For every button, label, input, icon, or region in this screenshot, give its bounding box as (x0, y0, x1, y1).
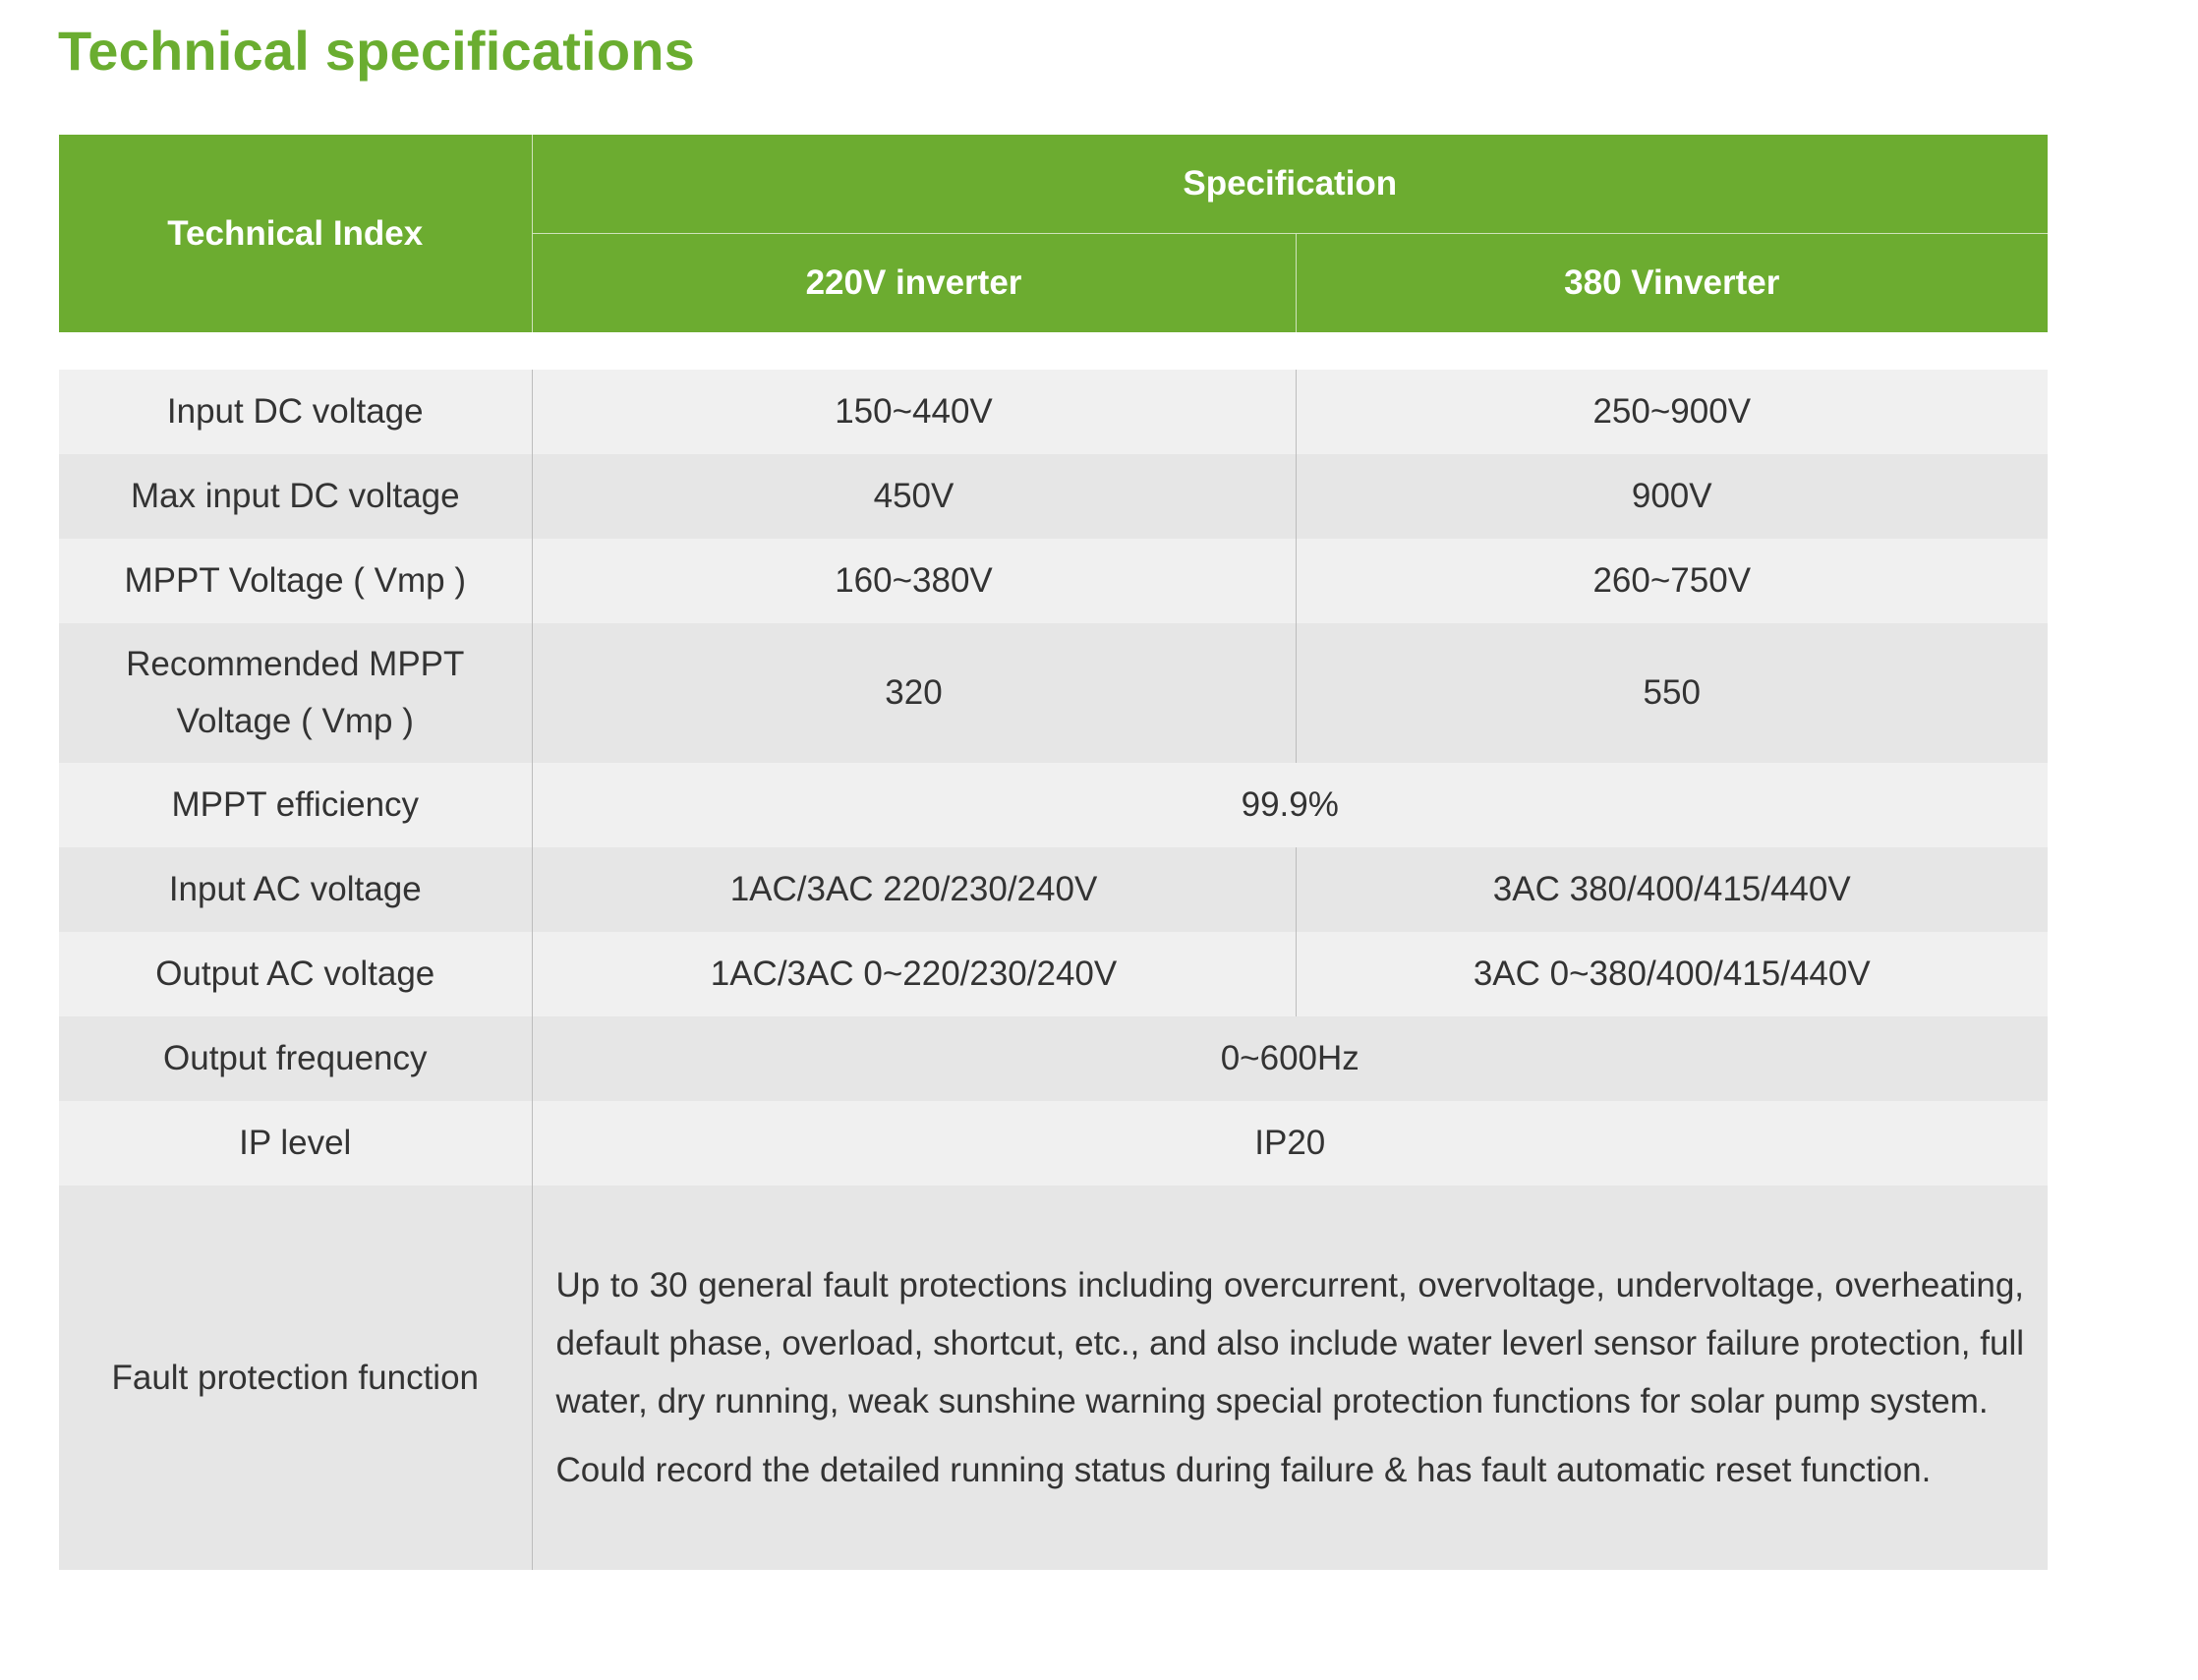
row-label: MPPT Voltage ( Vmp ) (59, 539, 532, 623)
value-380v: 900V (1296, 454, 2048, 539)
header-380v-inverter: 380 Vinverter (1296, 234, 2048, 333)
value-380v: 250~900V (1296, 370, 2048, 454)
spec-table (59, 135, 2048, 1570)
value-220v: 1AC/3AC 0~220/230/240V (532, 932, 1296, 1016)
value-220v: 160~380V (532, 539, 1296, 623)
value-shared: IP20 (532, 1101, 2048, 1186)
spacer-cell (59, 332, 2048, 370)
value-220v: 450V (532, 454, 1296, 539)
fault-text (533, 1256, 2049, 1499)
row-label-line: Voltage ( Vmp ) (176, 702, 414, 740)
row-label: Output frequency (59, 1016, 532, 1101)
table-header-row (59, 135, 2048, 234)
row-label: Output AC voltage (59, 932, 532, 1016)
table-row (59, 623, 2048, 763)
value-shared: 99.9% (532, 763, 2048, 847)
value-380v: 3AC 0~380/400/415/440V (1296, 932, 2048, 1016)
value-220v: 1AC/3AC 220/230/240V (532, 847, 1296, 932)
table-row (59, 370, 2048, 454)
fault-description (532, 1186, 2048, 1570)
value-220v: 320 (532, 623, 1296, 763)
fault-paragraph: Up to 30 general fault protections including overcurrent, overvoltage, undervoltage, overheating, default phase, overload, shortcut, etc., and also include water leverl sensor failure protection, full water, dry running, weak sunshine warning special protection functions for solar pump system. (555, 1266, 2025, 1420)
row-label: Input AC voltage (59, 847, 532, 932)
page-title: Technical specifications (58, 20, 695, 82)
header-specification: Specification (532, 135, 2048, 234)
row-label: IP level (59, 1101, 532, 1186)
table-row (59, 539, 2048, 623)
table-row (59, 1186, 2048, 1570)
header-220v-inverter: 220V inverter (532, 234, 1296, 333)
row-label: Max input DC voltage (59, 454, 532, 539)
row-label: Input DC voltage (59, 370, 532, 454)
value-380v: 3AC 380/400/415/440V (1296, 847, 2048, 932)
value-380v: 260~750V (1296, 539, 2048, 623)
value-shared: 0~600Hz (532, 1016, 2048, 1101)
row-label: Fault protection function (59, 1186, 532, 1570)
table-row (59, 1101, 2048, 1186)
table-row (59, 932, 2048, 1016)
table-row (59, 454, 2048, 539)
table-row (59, 1016, 2048, 1101)
table-row (59, 847, 2048, 932)
table-row (59, 763, 2048, 847)
header-technical-index: Technical Index (59, 135, 532, 332)
value-220v: 150~440V (532, 370, 1296, 454)
row-label: MPPT efficiency (59, 763, 532, 847)
table-spacer (59, 332, 2048, 370)
fault-paragraph: Could record the detailed running status during failure & has fault automatic reset function. (555, 1451, 1932, 1489)
value-380v: 550 (1296, 623, 2048, 763)
row-label (59, 623, 532, 763)
row-label-line: Recommended MPPT (126, 645, 465, 683)
